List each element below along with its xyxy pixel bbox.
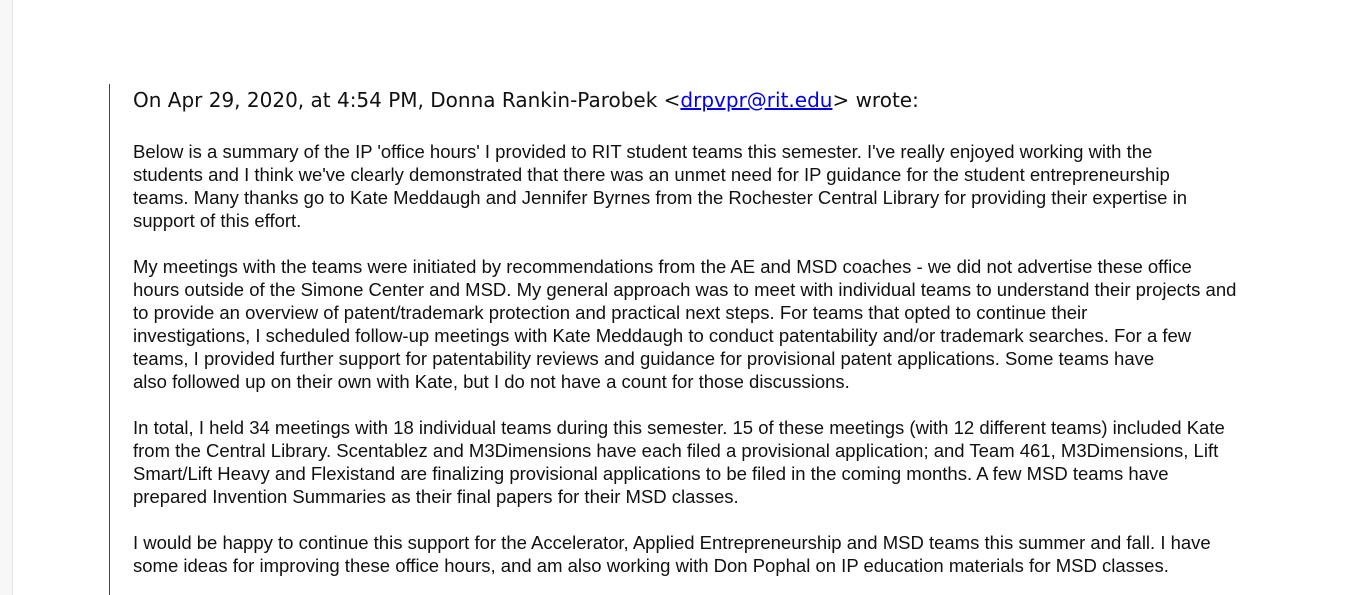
text-line: teams, I provided further support for patentability reviews and guidance for provisional patent applications. Some teams have [133, 348, 1155, 369]
text-line: Below is a summary of the IP 'office hours' I provided to RIT student teams this semester. I've really enjoyed working with the [133, 141, 1153, 162]
quote-header-prefix: On Apr 29, 2020, at 4:54 PM, Donna Rankin-Parobek < [133, 88, 681, 112]
text-line: prepared Invention Summaries as their final papers for their MSD classes. [133, 486, 739, 507]
text-line: support of this effort. [133, 210, 302, 231]
text-line: My meetings with the teams were initiated by recommendations from the AE and MSD coaches - we did not advertise these office [133, 256, 1192, 277]
text-line: investigations, I scheduled follow-up meetings with Kate Meddaugh to conduct patentability and/or trademark searches. For a few [133, 325, 1192, 346]
text-line: I would be happy to continue this support for the Accelerator, Applied Entrepreneurship and MSD teams this summer and fall. I have [133, 532, 1211, 553]
paragraph-totals [133, 416, 1333, 508]
text-line: also followed up on their own with Kate, but I do not have a count for those discussions. [133, 371, 850, 392]
paragraph-summary [133, 140, 1333, 232]
text-line: some ideas for improving these office hours, and am also working with Don Pophal on IP education materials for MSD classes. [133, 555, 1169, 576]
quote-header-suffix: > wrote: [832, 88, 919, 112]
sender-email-link[interactable]: drpvpr@rit.edu [680, 88, 833, 112]
quote-header [133, 86, 1333, 114]
pane-left-edge [0, 0, 13, 595]
text-line: from the Central Library. Scentablez and M3Dimensions have each filed a provisional application; and Team 461, M3Dimensions, Lift [133, 440, 1219, 461]
quoted-message [133, 86, 1333, 595]
text-line: Smart/Lift Heavy and Flexistand are finalizing provisional applications to be filed in the coming months. A few MSD teams have [133, 463, 1169, 484]
text-line: hours outside of the Simone Center and MSD. My general approach was to meet with individual teams to understand their projects and [133, 279, 1237, 300]
quote-bar [109, 84, 110, 595]
paragraph-meetings [133, 255, 1333, 393]
text-line: In total, I held 34 meetings with 18 individual teams during this semester. 15 of these meetings (with 12 different teams) included Kate [133, 417, 1225, 438]
text-line: students and I think we've clearly demonstrated that there was an unmet need for IP guidance for the student entrepreneurship [133, 164, 1170, 185]
paragraph-next-steps [133, 531, 1333, 577]
text-line: to provide an overview of patent/trademark protection and practical next steps. For teams that opted to continue their [133, 302, 1088, 323]
text-line: teams. Many thanks go to Kate Meddaugh and Jennifer Byrnes from the Rochester Central Library for providing their expertise in [133, 187, 1188, 208]
